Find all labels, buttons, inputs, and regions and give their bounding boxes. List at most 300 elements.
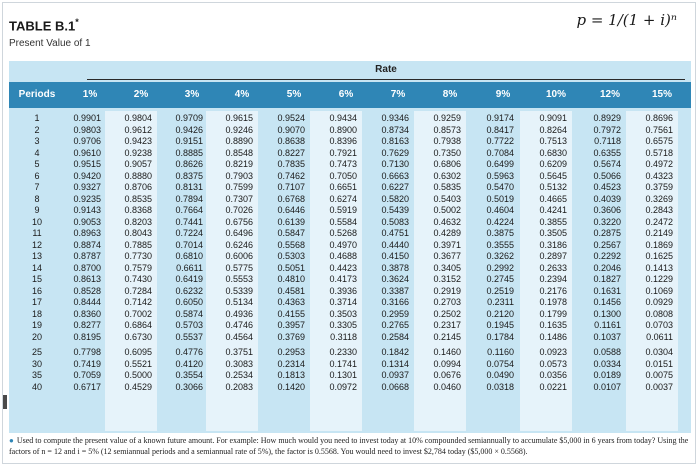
factor-cell: 0.0356 [539, 370, 567, 380]
table-row [9, 240, 691, 252]
factor-cell: 0.5339 [225, 285, 253, 296]
factor-cell: 0.6227 [381, 182, 409, 192]
factor-cell: 0.9901 [73, 113, 101, 123]
rate-header: 2% [133, 89, 149, 100]
factor-cell: 0.7430 [124, 274, 152, 284]
factor-cell: 0.4224 [486, 216, 514, 227]
header-row [9, 82, 691, 108]
period-cell: 40 [31, 381, 42, 392]
factor-cell: 0.6611 [176, 262, 203, 273]
table-row [9, 125, 691, 137]
factor-cell: 0.8963 [73, 228, 101, 238]
factor-cell: 0.6663 [381, 170, 409, 181]
factor-cell: 0.2992 [486, 262, 514, 273]
factor-cell: 0.8227 [277, 147, 305, 158]
factor-cell: 0.9143 [73, 205, 101, 215]
factor-cell: 0.4665 [539, 193, 567, 204]
table-row [9, 217, 691, 229]
table-card [2, 2, 696, 464]
factor-cell: 0.7014 [175, 239, 203, 250]
factor-cell: 0.7894 [175, 193, 203, 204]
factor-cell: 0.6274 [329, 193, 357, 204]
factor-cell: 0.8203 [124, 216, 152, 227]
factor-cell: 0.5083 [381, 216, 409, 227]
factor-cell: 0.7561 [645, 124, 673, 135]
factor-cell: 0.5703 [175, 320, 203, 330]
factor-cell: 0.1827 [593, 274, 621, 284]
factor-cell: 0.9091 [539, 113, 567, 123]
factor-cell: 0.8375 [175, 170, 203, 181]
factor-cell: 0.8890 [225, 136, 253, 146]
period-cell: 11 [32, 228, 42, 238]
factor-cell: 0.3066 [175, 381, 203, 392]
rate-header: 10% [545, 89, 566, 100]
factor-cell: 0.8131 [175, 182, 203, 192]
factor-cell: 0.2703 [433, 297, 461, 307]
factor-cell: 0.1160 [487, 347, 514, 357]
factor-cell: 0.1978 [539, 297, 567, 307]
period-cell: 6 [34, 170, 40, 181]
factor-cell: 0.3957 [277, 320, 305, 330]
factor-cell: 0.7599 [225, 182, 253, 192]
factor-cell: 0.9803 [73, 124, 101, 135]
factor-cell: 0.8396 [329, 136, 357, 146]
table-row [9, 228, 691, 240]
factor-cell: 0.2145 [433, 331, 461, 342]
factor-cell: 0.8043 [124, 228, 152, 238]
factor-cell: 0.0703 [645, 320, 673, 330]
factor-cell: 0.3503 [329, 308, 357, 319]
factor-cell: 0.2584 [381, 331, 409, 342]
factor-cell: 0.3855 [539, 216, 567, 227]
factor-cell: 0.0611 [646, 331, 673, 342]
factor-cell: 0.3751 [225, 347, 253, 357]
factor-cell: 0.2843 [645, 205, 673, 215]
factor-cell: 0.6575 [645, 136, 673, 146]
factor-cell: 0.4039 [593, 193, 621, 204]
factor-cell: 0.8929 [593, 113, 621, 123]
factor-cell: 0.5521 [124, 358, 152, 369]
factor-cell: 0.2765 [381, 320, 409, 330]
period-cell: 30 [31, 358, 42, 369]
factor-cell: 0.7130 [381, 159, 409, 169]
factor-cell: 0.3387 [381, 285, 409, 296]
period-cell: 4 [34, 147, 40, 158]
rate-header: 9% [495, 89, 511, 100]
table-body [9, 113, 691, 393]
period-cell: 14 [31, 262, 42, 273]
factor-cell: 0.2330 [329, 347, 357, 357]
table-row [9, 297, 691, 309]
factor-cell: 0.8700 [73, 262, 101, 273]
factor-cell: 0.6830 [539, 147, 567, 158]
factor-cell: 0.8874 [73, 239, 101, 250]
factor-cell: 0.3936 [329, 285, 357, 296]
period-cell: 25 [31, 347, 42, 357]
factor-cell: 0.2120 [486, 308, 514, 319]
factor-cell: 0.4529 [124, 381, 152, 392]
factor-cell: 0.7730 [124, 251, 152, 261]
table-row [9, 251, 691, 263]
rate-divider [87, 79, 685, 80]
factor-cell: 0.7798 [73, 347, 101, 357]
factor-cell: 0.9174 [486, 113, 514, 123]
factor-cell: 0.5847 [277, 228, 305, 238]
factor-cell: 0.6139 [277, 216, 305, 227]
period-cell: 1 [34, 113, 40, 123]
footnote-bullet-icon: ● [9, 436, 14, 445]
factor-cell: 0.7118 [594, 136, 621, 146]
factor-cell: 0.8706 [124, 182, 152, 192]
factor-cell: 0.8626 [175, 159, 203, 169]
factor-cell: 0.0573 [539, 358, 567, 369]
factor-cell: 0.4810 [277, 274, 305, 284]
factor-cell: 0.0929 [645, 297, 673, 307]
factor-cell: 0.6768 [277, 193, 305, 204]
table-row [9, 182, 691, 194]
factor-cell: 0.9420 [73, 170, 101, 181]
factor-cell: 0.8264 [539, 124, 567, 135]
table-title [9, 17, 79, 33]
factor-cell: 0.3714 [329, 297, 357, 307]
factor-cell: 0.0668 [381, 381, 409, 392]
factor-cell: 0.7835 [277, 159, 305, 169]
table-row [9, 171, 691, 183]
factor-cell: 0.3971 [433, 239, 461, 250]
rate-header: 5% [286, 89, 302, 100]
factor-cell: 0.9434 [329, 113, 357, 123]
factor-cell: 0.0588 [593, 347, 621, 357]
factor-cell: 0.3166 [381, 297, 409, 307]
table-row [9, 263, 691, 275]
factor-cell: 0.9426 [175, 124, 203, 135]
factor-cell: 0.2311 [487, 297, 514, 307]
factor-cell: 0.5002 [433, 205, 461, 215]
factor-cell: 0.1799 [539, 308, 567, 319]
factor-cell: 0.4632 [433, 216, 461, 227]
factor-cell: 0.2953 [277, 347, 305, 357]
factor-cell: 0.8900 [329, 124, 357, 135]
factor-cell: 0.7938 [433, 136, 461, 146]
factor-cell: 0.5963 [486, 170, 514, 181]
factor-cell: 0.1069 [645, 285, 673, 296]
factor-cell: 0.8360 [73, 308, 101, 319]
factor-cell: 0.2959 [381, 308, 409, 319]
factor-cell: 0.6209 [539, 159, 567, 169]
period-cell: 9 [34, 205, 40, 215]
factor-cell: 0.0460 [433, 381, 461, 392]
scroll-handle[interactable] [3, 395, 7, 409]
factor-cell: 0.2567 [593, 239, 621, 250]
factor-cell: 0.7107 [277, 182, 305, 192]
factor-cell: 0.1741 [329, 358, 357, 369]
table-row [9, 205, 691, 217]
factor-cell: 0.5718 [645, 147, 673, 158]
factor-cell: 0.8163 [381, 136, 409, 146]
factor-cell: 0.7284 [124, 285, 152, 296]
factor-cell: 0.9259 [433, 113, 461, 123]
factor-cell: 0.3262 [486, 251, 514, 261]
factor-cell: 0.3269 [645, 193, 673, 204]
period-cell: 13 [31, 251, 42, 261]
period-cell: 17 [31, 297, 42, 307]
factor-cell: 0.3220 [593, 216, 621, 227]
factor-cell: 0.5835 [433, 182, 461, 192]
factor-cell: 0.7026 [225, 205, 253, 215]
footnote-text: Used to compute the present value of a known future amount. For example: How much would you need to invest today at 10% compounded semiannually to accumulate $5,000 in 6 years from today? Using the factors of n = 12 and i = 5% (12 semiannual periods and a semiannual rate of 5%), the factor is 0.5568. You would need to invest $2,784 today ($5,000 × 0.5568). [9, 436, 689, 456]
factor-cell: 0.8696 [645, 113, 673, 123]
period-cell: 18 [31, 308, 42, 319]
factor-cell: 0.0676 [433, 370, 461, 380]
factor-cell: 0.4440 [381, 239, 409, 250]
table-row [9, 359, 691, 371]
factor-cell: 0.5820 [381, 193, 409, 204]
factor-cell: 0.7722 [486, 136, 514, 146]
rate-header: 8% [442, 89, 458, 100]
period-cell: 3 [34, 136, 40, 146]
factor-cell: 0.2745 [486, 274, 514, 284]
factor-cell: 0.2519 [486, 285, 514, 296]
factor-cell: 0.2176 [539, 285, 567, 296]
factor-cell: 0.5000 [124, 370, 152, 380]
period-cell: 7 [34, 182, 40, 192]
factor-cell: 0.1631 [593, 285, 621, 296]
factor-cell: 0.0334 [593, 358, 621, 369]
factor-cell: 0.4423 [329, 262, 357, 273]
period-cell: 5 [34, 159, 40, 169]
table-row [9, 274, 691, 286]
period-cell: 15 [31, 274, 42, 284]
factor-cell: 0.2875 [593, 228, 621, 238]
factor-cell: 0.5303 [277, 251, 305, 261]
factor-cell: 0.0189 [593, 370, 621, 380]
factor-cell: 0.5537 [175, 331, 203, 342]
factor-cell: 0.8195 [73, 331, 101, 342]
present-value-formula: p = 1/(1 + i)ⁿ [576, 11, 677, 29]
factor-cell: 0.7441 [175, 216, 203, 227]
factor-cell: 0.4776 [175, 347, 203, 357]
factor-cell: 0.4155 [277, 308, 305, 319]
factor-cell: 0.5470 [486, 182, 514, 192]
factor-cell: 0.8548 [225, 147, 253, 158]
factor-cell: 0.5066 [593, 170, 621, 181]
factor-cell: 0.9423 [124, 136, 152, 146]
factor-cell: 0.3186 [539, 239, 567, 250]
factor-cell: 0.0490 [486, 370, 514, 380]
factor-cell: 0.1813 [277, 370, 305, 380]
factor-cell: 0.4751 [381, 228, 409, 238]
rate-header: 1% [82, 89, 98, 100]
rate-header: 15% [651, 89, 672, 100]
factor-cell: 0.2897 [539, 251, 567, 261]
factor-cell: 0.9057 [124, 159, 152, 169]
factor-cell: 0.7664 [175, 205, 203, 215]
period-cell: 2 [34, 124, 40, 135]
factor-cell: 0.0937 [381, 370, 409, 380]
factor-cell: 0.8277 [73, 320, 101, 330]
table-row [9, 136, 691, 148]
factor-cell: 0.4688 [329, 251, 357, 261]
factor-cell: 0.5645 [539, 170, 567, 181]
factor-cell: 0.1460 [433, 347, 461, 357]
factor-cell: 0.9246 [225, 124, 253, 135]
factor-cell: 0.3555 [486, 239, 514, 250]
factor-cell: 0.2472 [645, 216, 673, 227]
rate-header: 4% [234, 89, 250, 100]
factor-cell: 0.3152 [433, 274, 461, 284]
factor-cell: 0.1420 [277, 381, 305, 392]
factor-cell: 0.5134 [225, 297, 253, 307]
factor-cell: 0.4972 [645, 159, 673, 169]
period-cell: 20 [31, 331, 42, 342]
factor-cell: 0.9235 [73, 193, 101, 204]
factor-cell: 0.1486 [539, 331, 567, 342]
factor-cell: 0.0151 [645, 358, 673, 369]
factor-cell: 0.4241 [539, 205, 567, 215]
factor-cell: 0.8613 [73, 274, 101, 284]
factor-cell: 0.3606 [593, 205, 621, 215]
factor-cell: 0.6756 [225, 216, 253, 227]
factor-cell: 0.6864 [124, 320, 152, 330]
factor-cell: 0.5919 [329, 205, 357, 215]
factor-cell: 0.9706 [73, 136, 101, 146]
factor-cell: 0.6810 [175, 251, 203, 261]
factor-cell: 0.6496 [225, 228, 253, 238]
factor-cell: 0.1625 [645, 251, 673, 261]
period-cell: 12 [31, 239, 42, 250]
factor-cell: 0.1842 [381, 347, 409, 357]
factor-cell: 0.0754 [486, 358, 514, 369]
factor-cell: 0.6499 [486, 159, 514, 169]
factor-cell: 0.3083 [225, 358, 253, 369]
factor-cell: 0.2317 [433, 320, 461, 330]
factor-cell: 0.9610 [73, 147, 101, 158]
factor-cell: 0.4746 [225, 320, 253, 330]
factor-cell: 0.9327 [73, 182, 101, 192]
factor-cell: 0.0221 [539, 381, 567, 392]
factor-cell: 0.3759 [645, 182, 673, 192]
table-row [9, 286, 691, 298]
factor-cell: 0.4581 [277, 285, 305, 296]
factor-cell: 0.8368 [124, 205, 152, 215]
factor-cell: 0.8219 [225, 159, 253, 169]
factor-cell: 0.7350 [433, 147, 461, 158]
factor-cell: 0.2633 [539, 262, 567, 273]
factor-cell: 0.0923 [539, 347, 567, 357]
title-text: TABLE B.1 [9, 18, 76, 34]
factor-cell: 0.3505 [539, 228, 567, 238]
factor-cell: 0.6355 [593, 147, 621, 158]
rate-label: Rate [81, 61, 691, 78]
factor-cell: 0.6006 [225, 251, 253, 261]
footnote [9, 435, 699, 457]
factor-cell: 0.5674 [593, 159, 621, 169]
factor-cell: 0.9070 [277, 124, 305, 135]
factor-cell: 0.0107 [593, 381, 621, 392]
factor-cell: 0.6050 [175, 297, 203, 307]
factor-cell: 0.4150 [381, 251, 409, 261]
factor-cell: 0.5268 [329, 228, 357, 238]
table-row [9, 113, 691, 125]
table-subtitle: Present Value of 1 [9, 38, 91, 49]
factor-cell: 0.1413 [645, 262, 673, 273]
factor-cell: 0.4936 [225, 308, 253, 319]
factor-cell: 0.7579 [124, 262, 152, 273]
factor-cell: 0.2292 [593, 251, 621, 261]
table-row [9, 309, 691, 321]
factor-cell: 0.2083 [225, 381, 253, 392]
table-row [9, 370, 691, 382]
factor-cell: 0.2394 [539, 274, 567, 284]
factor-cell: 0.3624 [381, 274, 409, 284]
factor-cell: 0.9524 [277, 113, 305, 123]
factor-cell: 0.7629 [381, 147, 409, 158]
table-row [9, 347, 691, 359]
factor-cell: 0.0304 [645, 347, 673, 357]
factor-cell: 0.2314 [277, 358, 305, 369]
factor-cell: 0.7307 [225, 193, 253, 204]
factor-cell: 0.4970 [329, 239, 357, 250]
factor-cell: 0.9612 [124, 124, 152, 135]
factor-cell: 0.0318 [486, 381, 514, 392]
factor-cell: 0.9804 [124, 113, 152, 123]
factor-cell: 0.5019 [486, 193, 514, 204]
rate-header: 7% [390, 89, 406, 100]
factor-cell: 0.7224 [175, 228, 203, 238]
period-cell: 19 [31, 320, 42, 330]
period-cell: 16 [31, 285, 42, 296]
factor-cell: 0.5874 [175, 308, 203, 319]
factor-cell: 0.0972 [329, 381, 357, 392]
factor-cell: 0.1314 [381, 358, 409, 369]
factor-cell: 0.9053 [73, 216, 101, 227]
factor-cell: 0.5775 [225, 262, 253, 273]
factor-cell: 0.5132 [539, 182, 567, 192]
factor-cell: 0.7473 [329, 159, 357, 169]
factor-cell: 0.4604 [486, 205, 514, 215]
table-row [9, 320, 691, 332]
factor-cell: 0.8885 [175, 147, 203, 158]
factor-cell: 0.1301 [329, 370, 357, 380]
factor-cell: 0.5051 [277, 262, 305, 273]
factor-cell: 0.4363 [277, 297, 305, 307]
table-row [9, 194, 691, 206]
present-value-table [9, 61, 691, 433]
factor-cell: 0.3677 [433, 251, 461, 261]
factor-cell: 0.7059 [73, 370, 101, 380]
factor-cell: 0.2534 [225, 370, 253, 380]
factor-cell: 0.6246 [225, 239, 253, 250]
factor-cell: 0.4289 [433, 228, 461, 238]
factor-cell: 0.2502 [433, 308, 461, 319]
factor-cell: 0.9709 [175, 113, 203, 123]
factor-cell: 0.4120 [175, 358, 203, 369]
factor-cell: 0.8528 [73, 285, 101, 296]
factor-cell: 0.3405 [433, 262, 461, 273]
factor-cell: 0.3118 [330, 331, 357, 342]
periods-header: Periods [18, 89, 56, 100]
factor-cell: 0.5553 [225, 274, 253, 284]
factor-cell: 0.8734 [381, 124, 409, 135]
factor-cell: 0.3769 [277, 331, 305, 342]
factor-cell: 0.1161 [594, 320, 621, 330]
factor-cell: 0.6419 [175, 274, 203, 284]
factor-cell: 0.1456 [593, 297, 621, 307]
factor-cell: 0.7002 [124, 308, 152, 319]
factor-cell: 0.6730 [124, 331, 152, 342]
factor-cell: 0.1037 [593, 331, 621, 342]
factor-cell: 0.6806 [433, 159, 461, 169]
